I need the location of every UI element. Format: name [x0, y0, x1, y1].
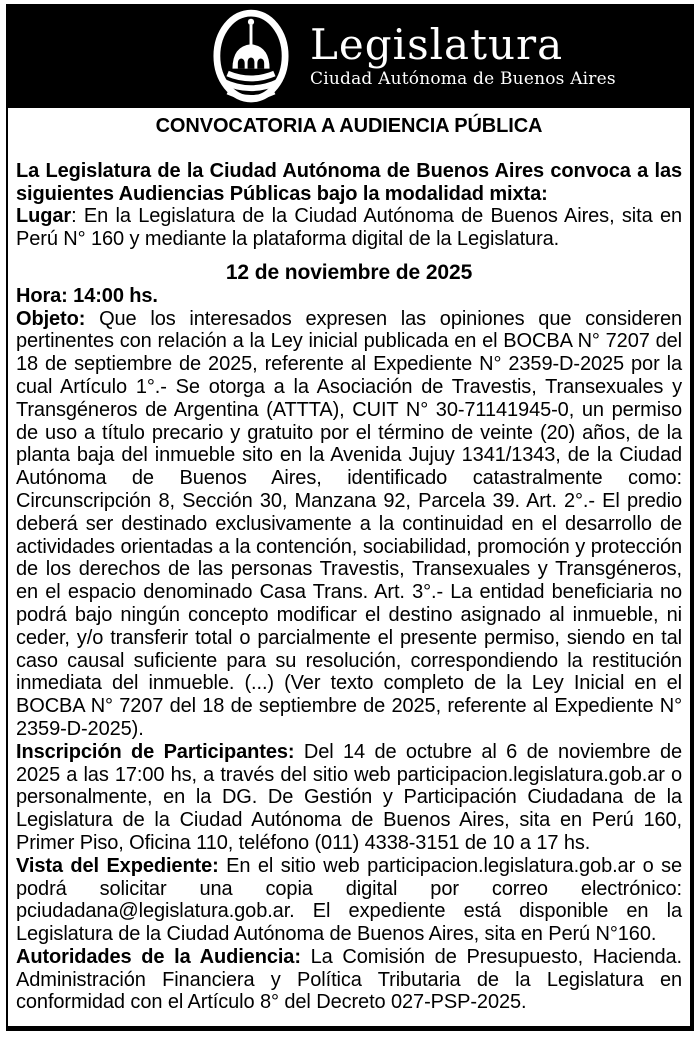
objeto-paragraph	[16, 308, 682, 741]
inscripcion-text: Del 14 de octubre al 6 de noviembre de 2025 a las 17:00 hs, a través del sitio web participacion.legislatura.gob.ar o personalmente, en la DG. De Gestión y Participación Ciudadana de la Legislatura de la Ciudad Autónoma de Buenos Aires, sita en Perú 160, Primer Piso, Oficina 110, teléfono (011) 4338-3151 de 10 a 17 hs.	[16, 740, 682, 854]
intro-paragraph: La Legislatura de la Ciudad Autónoma de Buenos Aires convoca a las siguientes Audiencias Públicas bajo la modalidad mixta:	[16, 159, 682, 205]
objeto-text: Que los interesados expresen las opiniones que consideren pertinentes con relación a la Ley inicial publicada en el BOCBA N° 7207 del 18 de septiembre de 2025, referente al Expediente N° 2359-D-2025 por la cual Artículo 1°.- Se otorga a la Asociación de Travestis, Transexuales y Transgéneros de Argentina (ATTTA), CUIT N° 30-71141945-0, un permiso de uso a título precario y gratuito por el término de veinte (20) años, de la planta baja del inmueble sito en la Avenida Jujuy 1341/1343, de la Ciudad Autónoma de Buenos Aires, identificado catastralmente como: Circunscripción 8, Sección 30, Manzana 92, Parcela 39. Art. 2°.- El predio deberá ser destinado exclusivamente a la continuidad en el desarrollo de actividades orientadas a la contención, sociabilidad, promoción y protección de los derechos de las personas Travestis, Transexuales y Transgéneros, en el espacio denominado Casa Trans. Art. 3°.- La entidad beneficiaria no podrá bajo ningún concepto modificar el destino asignado al inmueble, ni ceder, y/o transferir total o parcialmente el presente permiso, siendo en tal caso causal suficiente para su resolución, correspondiendo la restitución inmediata del inmueble. (...) (Ver texto completo de la Ley Inicial en el BOCBA N° 7207 del 18 de septiembre de 2025, referente al Expediente N° 2359-D-2025).	[16, 307, 682, 740]
brand-block	[310, 20, 616, 89]
vista-paragraph	[16, 855, 682, 946]
inscripcion-label: Inscripción de Participantes:	[16, 740, 295, 763]
hora-line: Hora: 14:00 hs.	[16, 284, 158, 307]
vista-label: Vista del Expediente:	[16, 854, 219, 877]
lugar-text: : En la Legislatura de la Ciudad Autónoma de Buenos Aires, sita en Perú N° 160 y mediante la plataforma digital de la Legislatura.	[16, 205, 682, 251]
notice-body	[8, 108, 690, 1026]
objeto-label: Objeto:	[16, 307, 86, 330]
lugar-label: Lugar	[16, 205, 72, 228]
legislatura-dome-icon	[212, 9, 290, 103]
date-heading: 12 de noviembre de 2025	[225, 260, 473, 284]
brand-title: Legislatura	[310, 20, 564, 69]
autoridades-paragraph	[16, 946, 682, 1014]
brand-subtitle: Ciudad Autónoma de Buenos Aires	[310, 69, 616, 89]
notice-title: CONVOCATORIA A AUDIENCIA PÚBLICA	[155, 115, 543, 137]
inscripcion-paragraph	[16, 741, 682, 855]
autoridades-text: La Comisión de Presupuesto, Hacienda. Administración Financiera y Política Tributaria de la Legislatura en conformidad con el Artículo 8° del Decreto 027-PSP-2025.	[16, 945, 682, 1014]
ad-container	[6, 4, 694, 1031]
autoridades-label: Autoridades de la Audiencia:	[16, 945, 301, 968]
lugar-paragraph	[16, 205, 682, 251]
vista-text: En el sitio web participacion.legislatura.gob.ar o se podrá solicitar una copia digital por correo electrónico: pciudadana@legislatura.gob.ar. El expediente está disponible en la Legislatura de la Ciudad Autónoma de Buenos Aires, sita en Perú N°160.	[16, 854, 682, 946]
header-band	[8, 4, 690, 108]
